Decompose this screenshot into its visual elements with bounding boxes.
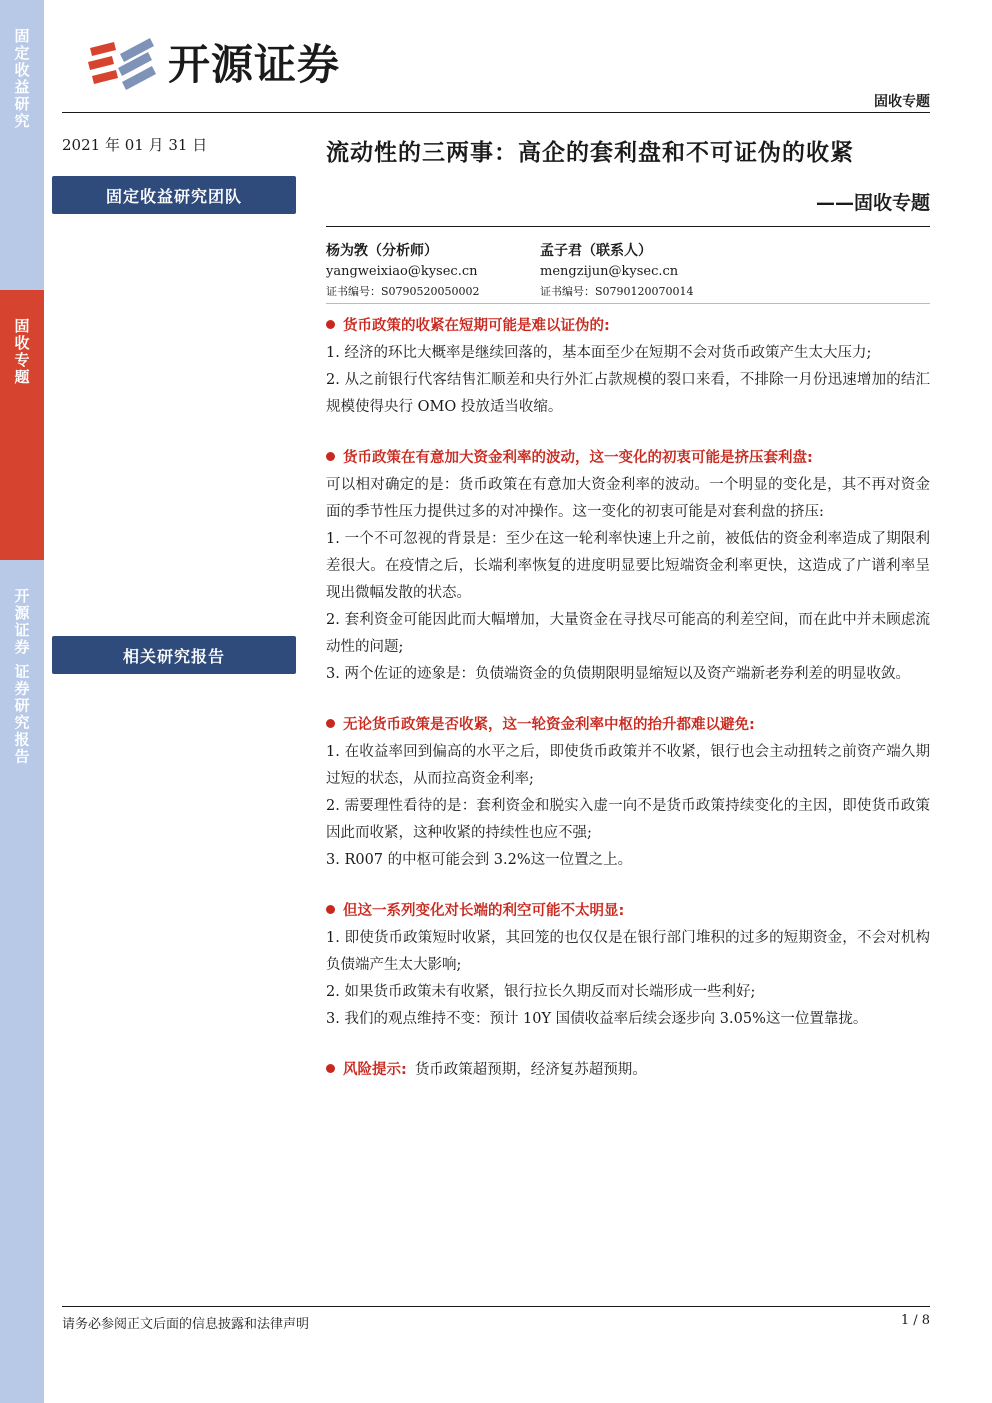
bullet-icon bbox=[326, 719, 335, 728]
sidebar-segment-research: 固定收益研究 bbox=[0, 0, 44, 290]
paragraph: 2. 套利资金可能因此而大幅增加，大量资金在寻找尽可能高的利差空间，而在此中并未顾虑流动性的问题; bbox=[326, 612, 930, 655]
author-email[interactable]: mengzijun@kysec.cn bbox=[540, 264, 679, 280]
section-heading: 无论货币政策是否收紧，这一轮资金利率中枢的抬升都难以避免: bbox=[326, 712, 930, 739]
report-subtitle: ——固收专题 bbox=[815, 192, 930, 214]
author-cert: 证书编号：S0790120070014 bbox=[540, 285, 694, 299]
title-divider bbox=[326, 226, 930, 227]
author-card bbox=[326, 240, 480, 301]
bullet-icon bbox=[326, 452, 335, 461]
section bbox=[326, 445, 930, 688]
report-type: 固收专题 bbox=[874, 94, 930, 110]
author-name: 杨为敩（分析师） bbox=[326, 243, 438, 259]
section-heading: 货币政策在有意加大资金利率的波动，这一变化的初衷可能是挤压套利盘: bbox=[326, 445, 930, 472]
paragraph: 2. 需要理性看待的是：套利资金和脱实入虚一向不是货币政策持续变化的主因，即使货币政策因此而收紧，这种收紧的持续性也应不强; bbox=[326, 798, 930, 841]
footer-divider bbox=[62, 1306, 930, 1307]
bullet-icon bbox=[326, 1064, 335, 1073]
section-heading: 但这一系列变化对长端的利空可能不太明显: bbox=[326, 898, 930, 925]
risk-heading: 风险提示: 货币政策超预期，经济复苏超预期。 bbox=[326, 1057, 930, 1084]
page-number: 1 / 8 bbox=[900, 1313, 930, 1328]
paragraph: 1. 一个不可忽视的背景是：至少在这一轮利率快速上升之前，被低估的资金利率造成了期限利差很大。在疫情之后，长端利率恢复的进度明显要比短端资金利率更快，这造成了广谱利率呈现出微幅发散的状态。 bbox=[326, 531, 930, 601]
author-email[interactable]: yangweixiao@kysec.cn bbox=[326, 264, 478, 280]
section bbox=[326, 898, 930, 1033]
paragraph: 2. 从之前银行代客结售汇顺差和央行外汇占款规模的裂口来看，不排除一月份迅速增加的结汇规模使得央行 OMO 投放适当收缩。 bbox=[326, 372, 930, 415]
header-divider bbox=[62, 112, 930, 113]
footer-disclaimer: 请务必参阅正文后面的信息披露和法律声明 bbox=[62, 1317, 310, 1332]
sidebar-segment-topic: 固收专题 bbox=[0, 290, 44, 560]
section bbox=[326, 313, 930, 421]
section bbox=[326, 712, 930, 874]
report-body bbox=[326, 313, 930, 1108]
paragraph: 可以相对确定的是：货币政策在有意加大资金利率的波动。一个明显的变化是，其不再对资金面的季节性压力提供过多的对冲操作。这一变化的初衷可能是对套利盘的挤压: bbox=[326, 477, 930, 520]
paragraph: 3. 两个佐证的迹象是：负债端资金的负债期限明显缩短以及资产端新老券利差的明显收敛。 bbox=[326, 666, 910, 682]
report-date: 2021 年 01 月 31 日 bbox=[62, 136, 208, 154]
risk-section bbox=[326, 1057, 930, 1084]
paragraph: 2. 如果货币政策未有收紧，银行拉长久期反而对长端形成一些利好; bbox=[326, 984, 756, 1000]
section-heading: 货币政策的收紧在短期可能是难以证伪的: bbox=[326, 313, 930, 340]
company-logo bbox=[86, 32, 340, 92]
team-badge: 固定收益研究团队 bbox=[52, 176, 296, 214]
paragraph: 3. R007 的中枢可能会到 3.2%这一位置之上。 bbox=[326, 852, 633, 868]
risk-text: 货币政策超预期，经济复苏超预期。 bbox=[414, 1062, 647, 1078]
sidebar bbox=[0, 0, 44, 1403]
sidebar-segment-brand: 开源证券 证券研究报告 bbox=[0, 560, 44, 1403]
logo-text: 开源证券 bbox=[168, 40, 341, 89]
bullet-icon bbox=[326, 320, 335, 329]
paragraph: 3. 我们的观点维持不变：预计 10Y 国债收益率后续会逐步向 3.05%这一位置靠拢。 bbox=[326, 1011, 868, 1027]
author-cert: 证书编号：S0790520050002 bbox=[326, 285, 480, 299]
author-card bbox=[540, 240, 694, 301]
bullet-icon bbox=[326, 905, 335, 914]
related-reports-badge: 相关研究报告 bbox=[52, 636, 296, 674]
paragraph: 1. 即使货币政策短时收紧，其回笼的也仅仅是在银行部门堆积的过多的短期资金，不会对机构负债端产生太大影响; bbox=[326, 930, 930, 973]
logo-mark-icon bbox=[86, 34, 162, 90]
author-name: 孟子君（联系人） bbox=[540, 243, 652, 259]
author-divider bbox=[326, 303, 930, 304]
paragraph: 1. 在收益率回到偏高的水平之后，即使货币政策并不收紧，银行也会主动扭转之前资产端久期过短的状态，从而拉高资金利率; bbox=[326, 744, 930, 787]
report-title: 流动性的三两事：高企的套利盘和不可证伪的收紧 bbox=[326, 140, 854, 166]
paragraph: 1. 经济的环比大概率是继续回落的，基本面至少在短期不会对货币政策产生太大压力; bbox=[326, 345, 872, 361]
